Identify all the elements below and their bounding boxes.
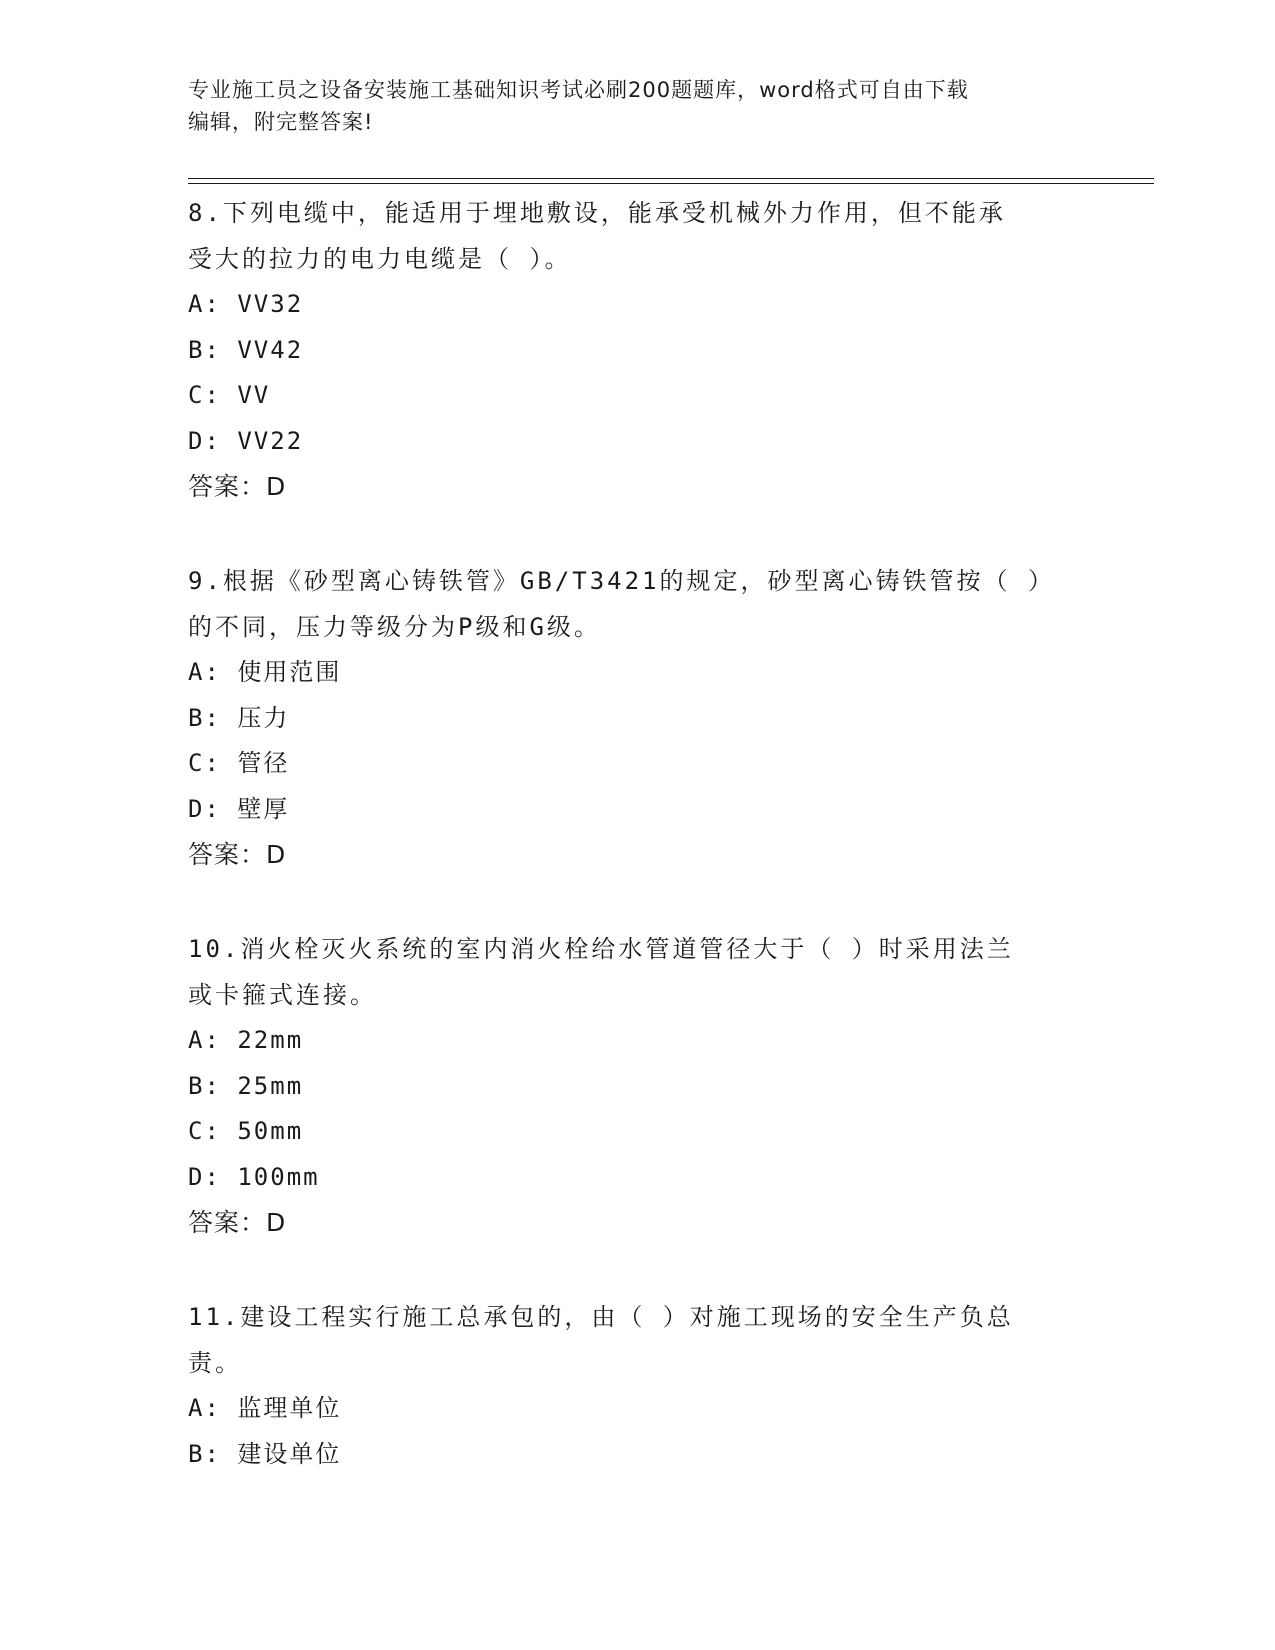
question-10: [188, 926, 1068, 1246]
header-divider-bottom: [188, 183, 1154, 184]
question-stem-line: 的不同，压力等级分为P级和G级。: [188, 613, 601, 641]
question-stem-line: 受大的拉力的电力电缆是（ ）。: [188, 245, 572, 273]
header-divider-top: [188, 178, 1154, 179]
option-b: B: 25mm: [188, 1071, 304, 1100]
option-d: D: VV22: [188, 426, 304, 455]
question-stem-line: 11.建设工程实行施工总承包的，由（ ）对施工现场的安全生产负总: [188, 1303, 1014, 1331]
option-d: D: 壁厚: [188, 794, 290, 823]
header-title-line-2: 编辑，附完整答案!: [188, 110, 374, 134]
option-b: B: VV42: [188, 335, 304, 364]
option-c: C: 管径: [188, 749, 290, 777]
option-c: C: VV: [188, 381, 271, 409]
question-list: [188, 190, 1068, 1525]
header-title-line-1: 专业施工员之设备安装施工基础知识考试必刷200题题库，word格式可自由下载: [188, 78, 969, 102]
answer-line: 答案：D: [188, 472, 287, 501]
question-11: [188, 1294, 1068, 1477]
option-a: A: 监理单位: [188, 1394, 342, 1422]
question-9: [188, 558, 1068, 878]
question-8: [188, 190, 1068, 510]
option-a: A: 使用范围: [188, 658, 342, 686]
question-stem-line: 10.消火栓灭火系统的室内消火栓给水管道管径大于（ ）时采用法兰: [188, 935, 1014, 963]
option-b: B: 压力: [188, 703, 290, 732]
question-stem-line: 9.根据《砂型离心铸铁管》GB/T3421的规定，砂型离心铸铁管按（ ）: [188, 567, 1055, 595]
option-b: B: 建设单位: [188, 1439, 342, 1468]
option-a: A: VV32: [188, 290, 304, 318]
option-c: C: 50mm: [188, 1117, 304, 1145]
option-a: A: 22mm: [188, 1026, 304, 1054]
answer-line: 答案：D: [188, 840, 287, 869]
document-header: [188, 74, 1068, 138]
question-stem-line: 责。: [188, 1349, 242, 1377]
answer-line: 答案：D: [188, 1208, 287, 1237]
option-d: D: 100mm: [188, 1162, 320, 1191]
question-stem-line: 8.下列电缆中，能适用于埋地敷设，能承受机械外力作用，但不能承: [188, 199, 1006, 227]
question-stem-line: 或卡箍式连接。: [188, 981, 377, 1009]
